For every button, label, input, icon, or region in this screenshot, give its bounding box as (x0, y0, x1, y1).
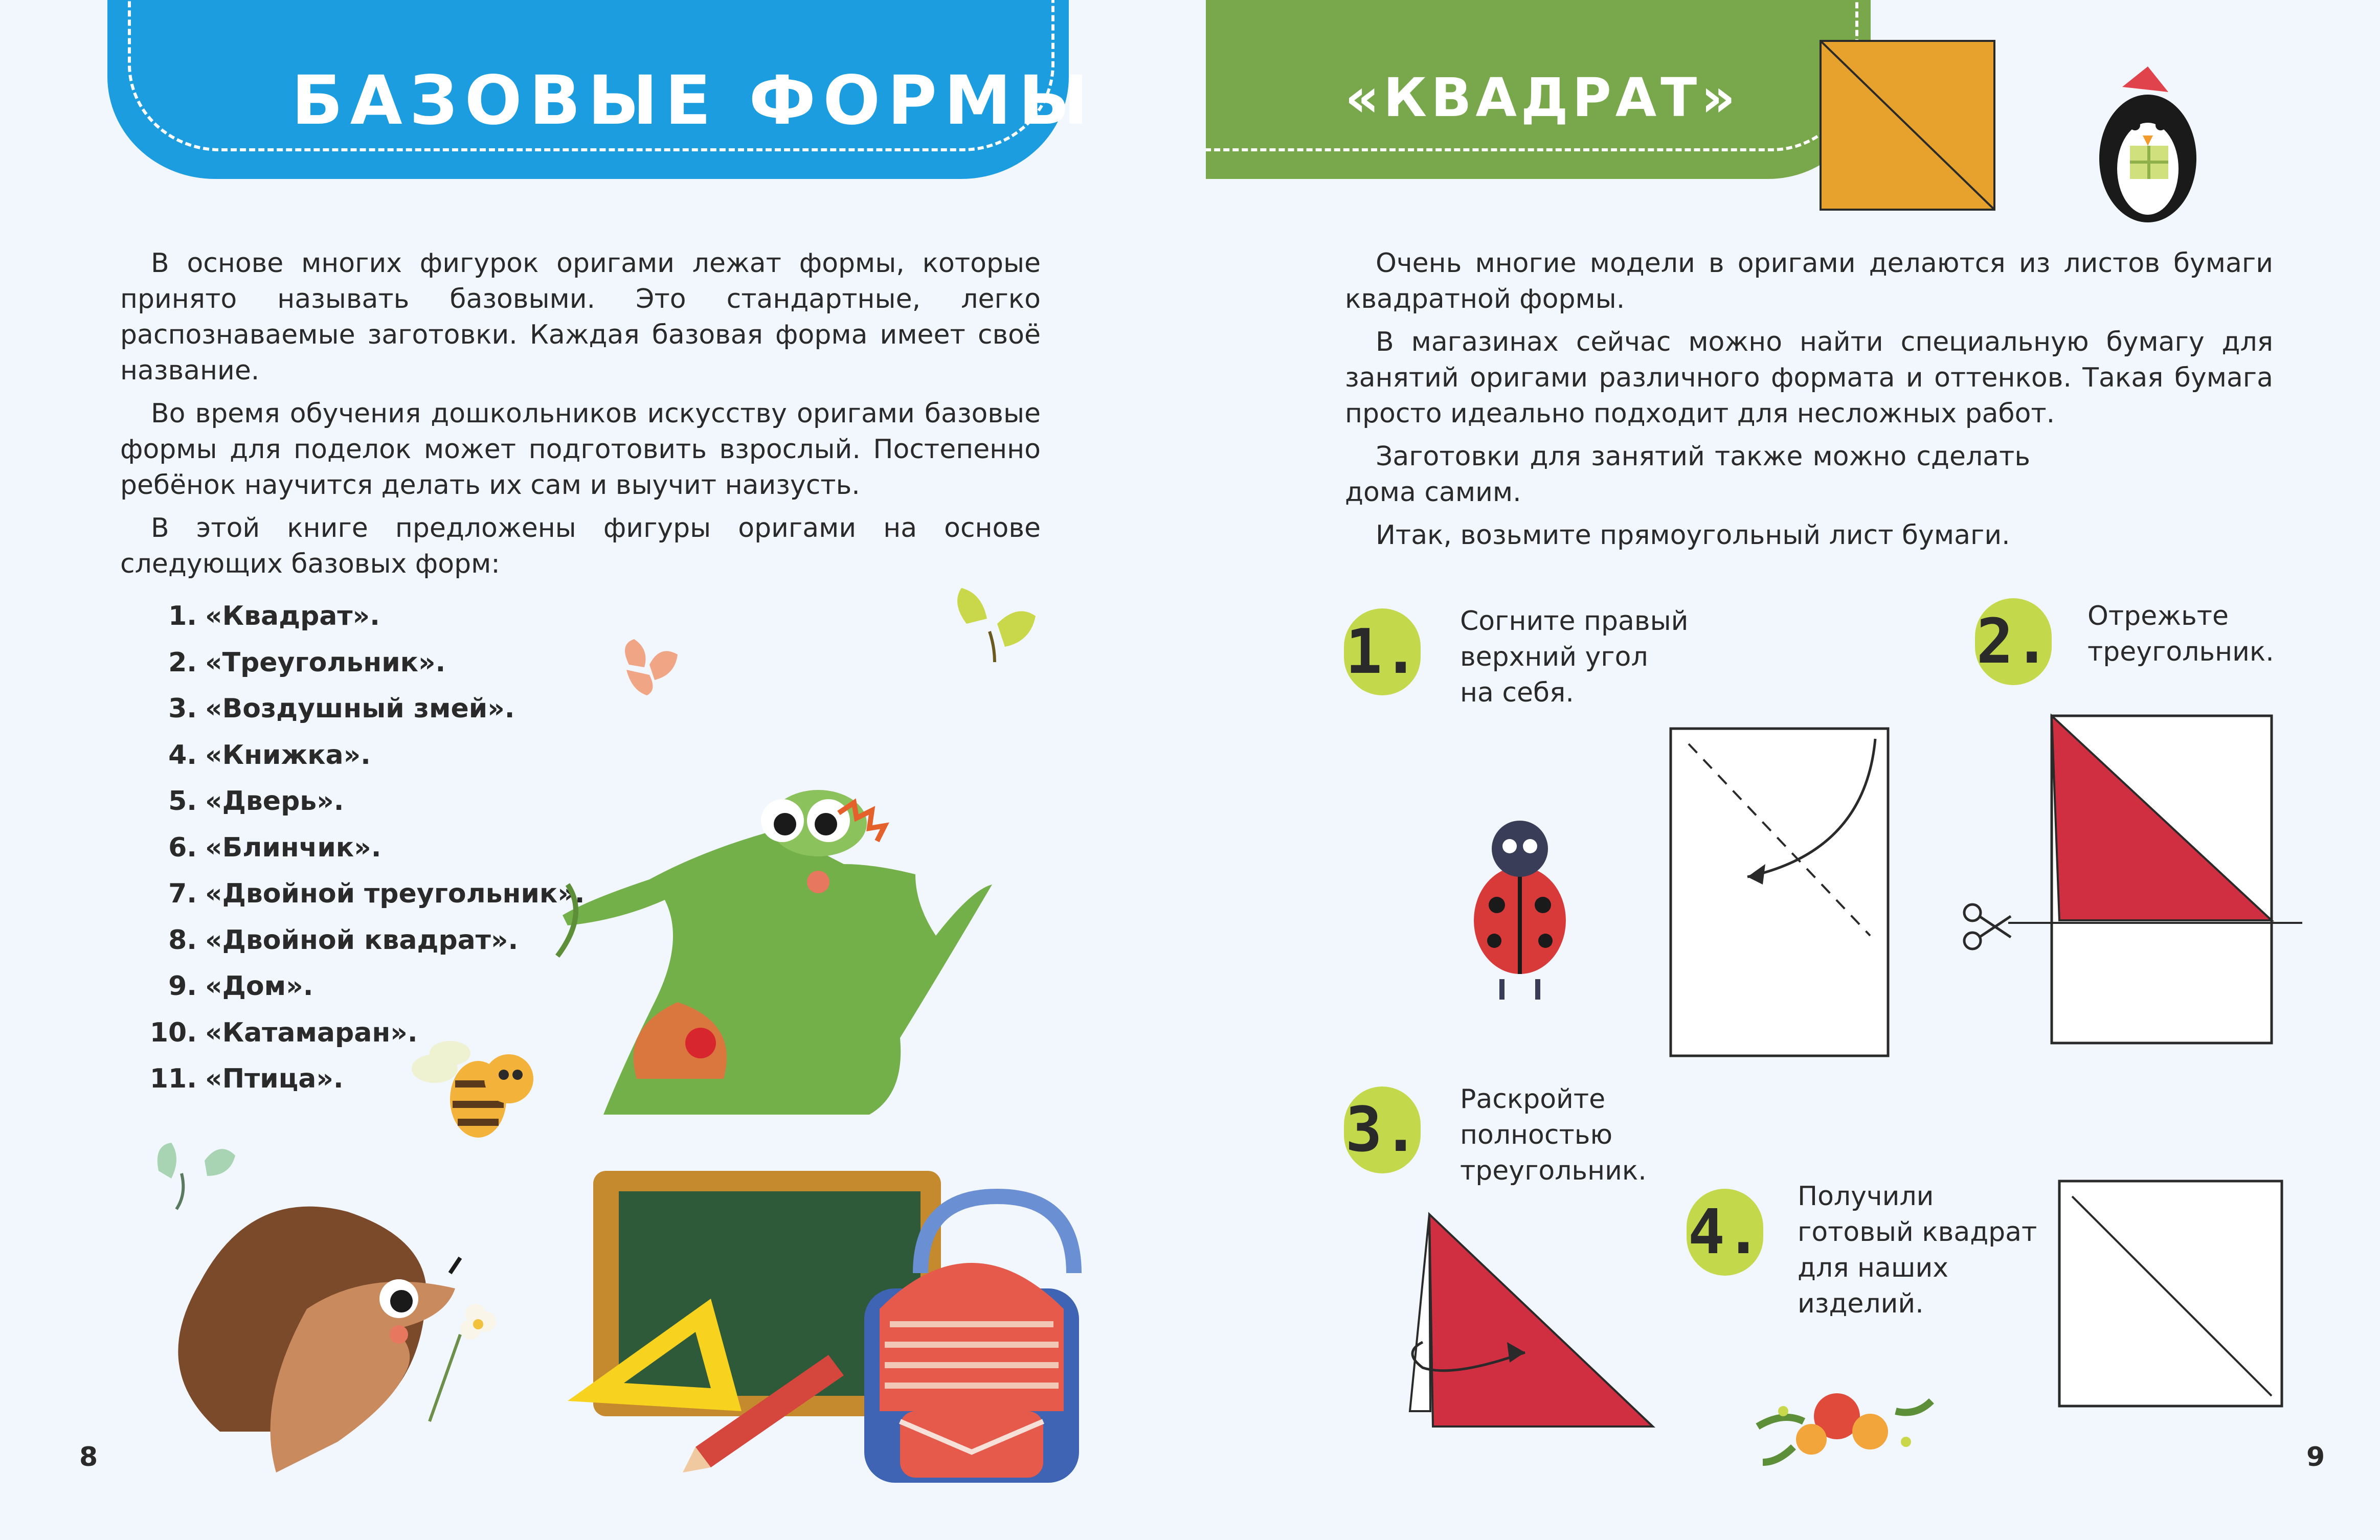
list-item: 5. «Дверь». (168, 786, 344, 817)
page-title-left: БАЗОВЫЕ ФОРМЫ (291, 61, 1096, 140)
paragraph: Заготовки для занятий также можно сделать дома самим. (1345, 441, 2030, 508)
list-item: 11. «Птица». (149, 1063, 344, 1094)
list-item: 8. «Двойной квадрат». (168, 924, 519, 956)
paragraph: Во время обучения дошкольников искусству оригами базовые формы для поделок может подготовить взрослый. Постепенно ребёнок научится делать их сам и выучит наизусть. (120, 398, 1041, 501)
bee-icon (412, 1041, 533, 1138)
step-2-text: Отрежьте треугольник. (2087, 601, 2274, 667)
right-page-diagrams (1190, 0, 2380, 1540)
list-item: 7. «Двойной треугольник». (168, 878, 585, 909)
crocodile-illustration (557, 790, 992, 1115)
page-number-left: 8 (79, 1442, 98, 1473)
list-item: 4. «Книжка». (168, 739, 371, 771)
step-1-badge: 1. (1344, 608, 1421, 695)
list-item: 9. «Дом». (168, 971, 313, 1002)
paragraph: В этой книге предложены фигуры оригами на основе следующих базовых форм: (120, 513, 1041, 579)
step-1-diagram (1671, 729, 1888, 1056)
ladybug-icon (1474, 821, 1566, 1000)
butterfly-icon (158, 1143, 235, 1209)
list-item: 3. «Воздушный змей». (168, 693, 515, 724)
list-item: 1. «Квадрат». (168, 601, 380, 631)
list-item: 10. «Катамаран». (149, 1017, 418, 1048)
flower-icon (430, 1304, 496, 1421)
paragraph: Итак, возьмите прямоугольный лист бумаги. (1376, 520, 2010, 551)
step-3-diagram (1410, 1214, 1653, 1426)
hedgehog-illustration (178, 1207, 496, 1473)
step-2-badge: 2. (1975, 598, 2052, 685)
step-4-badge: 4. (1687, 1189, 1763, 1276)
paragraph: В основе многих фигурок оригами лежат формы, которые принято называть базовыми. Это стандартные, легко распознаваемые заготовки. Каждая базовая форма имеет своё название. (120, 248, 1041, 386)
step-3-text: Раскройте полностью треугольник. (1460, 1084, 1647, 1186)
step-4-text: Получили готовый квадрат для наших изделий. (1798, 1181, 2037, 1319)
step-4-diagram (2059, 1181, 2282, 1406)
step-1-text: Согните правый верхний угол на себя. (1460, 606, 1689, 708)
page-title-right: «КВАДРАТ» (1345, 66, 1740, 129)
paragraph: В магазинах сейчас можно найти специальную бумагу для занятий оригами различного формата и оттенков. Такая бумага просто идеально подходит для несложных работ. (1345, 327, 2273, 429)
flowers-icon (1758, 1393, 1932, 1462)
scissors-icon (1964, 904, 2011, 949)
page-number-right: 9 (2306, 1442, 2325, 1473)
list-item: 2. «Треугольник». (168, 647, 446, 678)
step-3-badge: 3. (1344, 1086, 1421, 1173)
butterfly-icon (957, 588, 1036, 662)
butterfly-icon (625, 639, 678, 695)
paragraph: Очень многие модели в оригами делаются из листов бумаги квадратной формы. (1345, 248, 2273, 314)
step-2-diagram (1964, 716, 2302, 1043)
list-item: 6. «Блинчик». (168, 832, 381, 863)
